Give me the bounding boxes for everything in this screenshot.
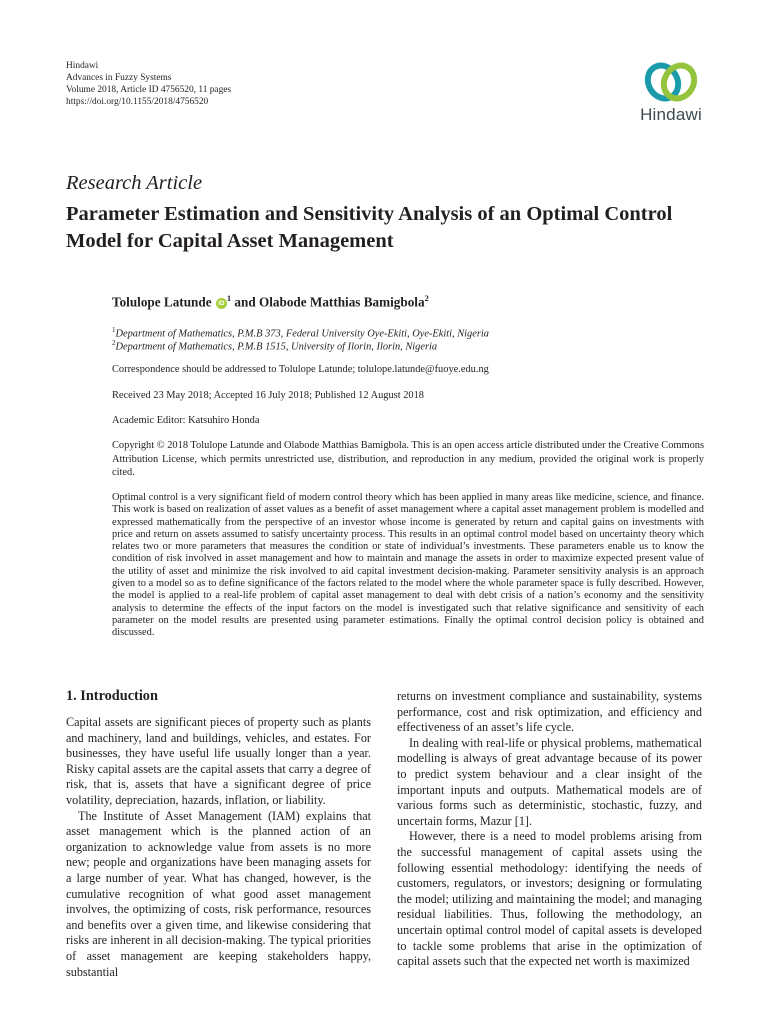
article-type: Research Article [66, 172, 203, 194]
article-title: Parameter Estimation and Sensitivity Analysis of an Optimal Control Model for Capital Asset Management [66, 203, 673, 252]
author-1-name[interactable]: Tolulope Latunde [112, 294, 212, 310]
author-connector: and [231, 294, 259, 310]
journal-meta [66, 60, 231, 108]
academic-editor: Academic Editor: Katsuhiro Honda [112, 415, 260, 426]
affiliation-2-mark: 2 [112, 339, 116, 347]
author-1-affiliation-mark: 1 [226, 293, 232, 303]
left-column [66, 715, 371, 980]
right-column [397, 689, 702, 970]
journal-name: Advances in Fuzzy Systems [66, 73, 172, 83]
doi-link[interactable]: https://doi.org/10.1155/2018/4756520 [66, 97, 209, 107]
hindawi-logo [632, 60, 710, 125]
author-2-name[interactable]: Olabode Matthias Bamigbola [258, 294, 425, 310]
volume-info: Volume 2018, Article ID 4756520, 11 pages [66, 85, 232, 95]
affiliation-1-mark: 1 [112, 326, 116, 334]
copyright-notice: Copyright © 2018 Tolulope Latunde and Olabode Matthias Bamigbola. This is an open access article distributed under the Creative Commons Attribution License, which permits unrestricted use, distribution, and reproduction in any medium, provided the original work is properly cited. [112, 440, 705, 478]
affiliation-1-text: Department of Mathematics, P.M.B 373, Federal University Oye-Ekiti, Oye-Ekiti, Nigeria [115, 328, 489, 340]
author-2-affiliation-mark: 2 [424, 293, 429, 303]
paragraph: returns on investment compliance and sustainability, systems performance, cost and risk optimization, and efficiency and effectiveness of an asset’s life cycle. [397, 689, 702, 735]
abstract: Optimal control is a very significant field of modern control theory which has been applied in many areas like medicine, science, and finance. This work is based on realization of asset values as a benefit of asset management where a capital asset management problem is modelled and expressed mathematically from the perspective of an investor whose income is generated by return and capital gains on investments with price and return on assets assumed to satisfy uncertainty process. This results in an optimal control model based on uncertainty theory which relates two or more parameters that measures the condition or state of individual’s investments. These parameters enable us to know the condition of risk involved in asset management and how to maintain and manage the assets in order to maximize expected present value of the utility of asset and minimize the risk involved to aid capital investment decision-making. Parameter sensitivity analysis is an approach given to a model so as to define significance of the factors related to the model where the whole parameter space is fully described. However, the model is applied to a real-life problem of capital asset management to deal with debt crisis of a nation’s economy and the sensitivity analysis to determine the effects of the input factors on the model is investigated such that relative significance and sensitivity of each parameter on the model results are presented using parameter estimations. Finally the optimal control decision policy is obtained and discussed. [112, 492, 704, 639]
hindawi-logo-icon [641, 60, 701, 104]
paragraph: Capital assets are significant pieces of property such as plants and machinery, land and buildings, vehicles, and estates. For businesses, they have useful life usually longer than a year. Risky capital assets are the capital assets that carry a degree of risk, that is, assets that have a significant degree of price volatility, depreciation, hazards, inflation, or liability. [66, 715, 371, 807]
publisher-name: Hindawi [66, 61, 99, 71]
correspondence: Correspondence should be addressed to Tolulope Latunde; tolulope.latunde@fuoye.edu.ng [112, 364, 489, 375]
affiliation-2 [112, 337, 437, 353]
hindawi-logo-text: Hindawi [640, 105, 702, 124]
affiliation-2-text: Department of Mathematics, P.M.B 1515, University of Ilorin, Ilorin, Nigeria [115, 341, 438, 353]
paragraph: However, there is a need to model problems arising from the successful management of capital assets using the following essential methodology: identifying the needs of customers, regulators, or investors; designing or formulating the model; utilizing and maintaining the model; and managing residual liabilities. Thus, following the methodology, an uncertain optimal control model of capital assets is developed to tackle some problems that arise in the optimization of capital assets such that the expected net worth is maximized [397, 829, 702, 969]
orcid-icon[interactable]: iD [216, 298, 227, 309]
publication-dates: Received 23 May 2018; Accepted 16 July 2018; Published 12 August 2018 [112, 390, 424, 401]
paragraph: The Institute of Asset Management (IAM) explains that asset management which is the planned action of an organization to acknowledge value from assets is no more new; people and organizations have been managing assets for a large number of year. What has changed, however, is the cumulative recognition of what good asset management involves, the optimizing of costs, risk performance, resources and benefits over a given time, and likewise considering that risks are inherent in all decision-making. The typical priorities of asset management are keeping stakeholders happy, substantial [66, 808, 371, 979]
section-heading-introduction: 1. Introduction [66, 688, 158, 704]
paragraph: In dealing with real-life or physical problems, mathematical modelling is always of great advantage because of its power to predict system behaviour and a clear insight of the important inputs and outputs. Mathematical models are of various forms such as deterministic, stochastic, fuzzy, and uncertain forms, Mazur [1]. [397, 735, 702, 828]
author-list [112, 293, 429, 310]
